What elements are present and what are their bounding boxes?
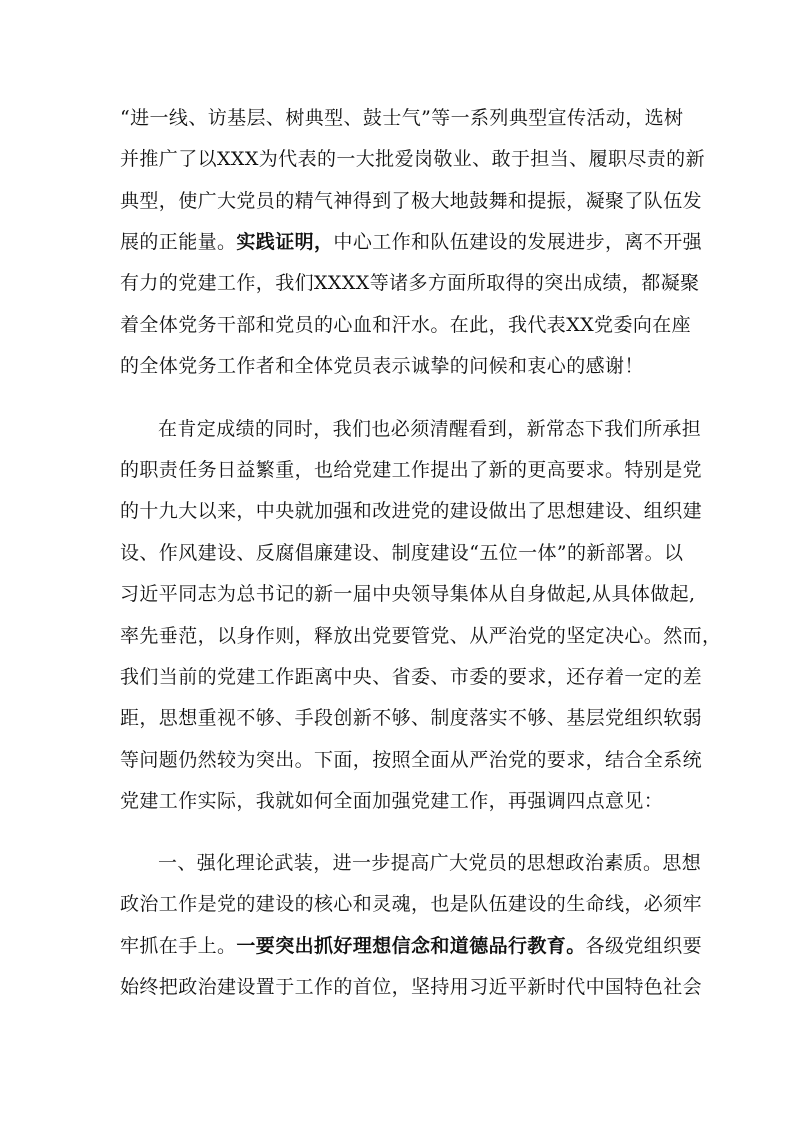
text-run: 的十九大以来，中央就加强和改进党的建设做出了思想建设、组织建 — [120, 500, 703, 522]
text-line — [120, 271, 700, 295]
text-line — [120, 624, 722, 648]
text-run: 有力的党建工作，我们XXXX等诸多方面所取得的突出成绩，都凝聚 — [120, 272, 700, 294]
text-run: 距，思想重视不够、手段创新不够、制度落实不够、基层党组织软弱 — [120, 707, 703, 729]
text-run: 展的正能量。 — [120, 231, 237, 253]
text-line — [120, 748, 703, 772]
text-line — [120, 147, 705, 171]
text-run: 习近平同志为总书记的新一届中央领导集体从自身做起,从具体做起, — [120, 583, 696, 605]
text-line — [120, 499, 703, 523]
text-line — [120, 934, 703, 958]
text-line — [120, 541, 684, 565]
bold-text-run: 一要突出抓好理想信念和道德品行教育。 — [236, 935, 586, 957]
text-line — [120, 582, 696, 606]
text-line — [120, 706, 703, 730]
text-run: 在肯定成绩的同时，我们也必须清醒看到，新常态下我们所承担 — [158, 418, 702, 440]
text-run: 政治工作是党的建设的核心和灵魂，也是队伍建设的生命线，必须牢 — [120, 893, 703, 915]
text-line — [158, 851, 702, 875]
text-run: “进一线、访基层、树典型、鼓士气”等一系列典型宣传活动，选树 — [120, 107, 684, 129]
text-run: 并推广了以XXX为代表的一大批爱岗敬业、敢于担当、履职尽责的新 — [120, 148, 705, 170]
text-line — [120, 354, 680, 378]
text-line — [120, 189, 703, 213]
text-run: 一、强化理论武装，进一步提高广大党员的思想政治素质。思想 — [158, 852, 702, 874]
text-run: 典型，使广大党员的精气神得到了极大地鼓舞和提振，凝聚了队伍发 — [120, 190, 703, 212]
text-run: 始终把政治建设置于工作的首位，坚持用习近平新时代中国特色社会 — [120, 976, 703, 998]
text-line — [120, 892, 703, 916]
text-line — [158, 417, 702, 441]
text-line — [120, 106, 684, 130]
text-line — [120, 665, 703, 689]
text-run: 党建工作实际，我就如何全面加强党建工作，再强调四点意见： — [120, 790, 664, 812]
text-run: 的全体党务工作者和全体党员表示诚挚的问候和衷心的感谢！ — [120, 355, 644, 377]
text-run: 中心工作和队伍建设的发展进步，离不开强 — [333, 231, 703, 253]
text-run: 率先垂范，以身作则，释放出党要管党、从严治党的坚定决心。然而， — [120, 625, 722, 647]
text-run: 各级党组织要 — [585, 935, 703, 957]
text-run: 等问题仍然较为突出。下面，按照全面从严治党的要求，结合全系统 — [120, 749, 703, 771]
bold-text-run: 实践证明， — [236, 231, 334, 253]
text-line — [120, 458, 703, 482]
text-run: 我们当前的党建工作距离中央、省委、市委的要求，还存着一定的差 — [120, 666, 703, 688]
text-line — [120, 789, 680, 813]
text-run: 设、作风建设、反腐倡廉建设、制度建设“五位一体”的新部署。以 — [120, 542, 684, 564]
text-line — [120, 313, 692, 337]
text-line — [120, 230, 703, 254]
text-run: 的职责任务日益繁重，也给党建工作提出了新的更高要求。特别是党 — [120, 459, 703, 481]
text-run: 牢抓在手上。 — [120, 935, 237, 957]
text-line — [120, 975, 703, 999]
text-run: 着全体党务干部和党员的心血和汗水。在此，我代表XX党委向在座 — [120, 314, 692, 336]
